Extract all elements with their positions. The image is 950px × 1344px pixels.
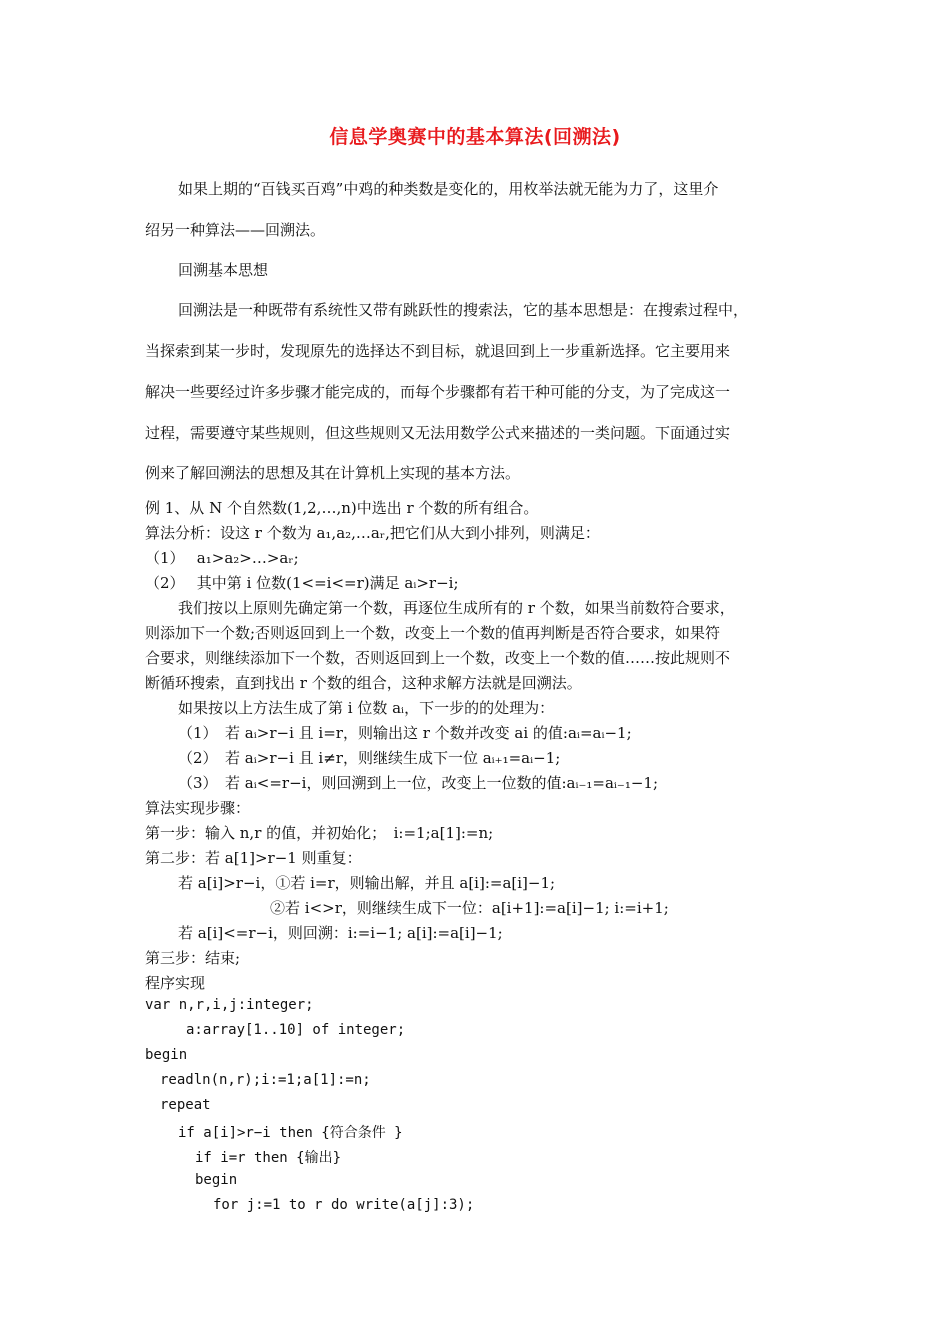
step-2: 第二步：若 a[1]>r−1 则重复：	[145, 849, 362, 867]
code-line-1: var n,r,i,j:integer;	[145, 997, 314, 1013]
code-line-2: a:array[1..10] of integer;	[186, 1022, 406, 1038]
example-statement: 例 1、从 N 个自然数(1,2,…,n)中选出 r 个数的所有组合。	[145, 499, 539, 517]
step-1: 第一步：输入 n,r 的值，并初始化； i:=1;a[1]:=n;	[145, 824, 494, 842]
principle-line-3: 合要求，则继续添加下一个数，否则返回到上一个数，改变上一个数的值……按此规则不	[145, 649, 731, 667]
basic-idea-line-1: 回溯法是一种既带有系统性又带有跳跃性的搜索法，它的基本思想是：在搜索过程中，	[178, 301, 749, 319]
step-2-branch-a: 若 a[i]>r−i，①若 i=r，则输出解，并且 a[i]:=a[i]−1;	[178, 874, 556, 892]
section-heading-basic-idea: 回溯基本思想	[178, 261, 269, 279]
steps-title: 算法实现步骤：	[145, 799, 251, 817]
basic-idea-line-4: 过程，需要遵守某些规则，但这些规则又无法用数学公式来描述的一类问题。下面通过实	[145, 424, 731, 442]
code-line-5: repeat	[160, 1097, 211, 1113]
basic-idea-line-5: 例来了解回溯法的思想及其在计算机上实现的基本方法。	[145, 464, 521, 482]
document-title: 信息学奥赛中的基本算法(回溯法)	[329, 126, 621, 148]
process-case-1: （1） 若 aᵢ>r−i 且 i=r，则输出这 r 个数并改变 ai 的值:aᵢ=aᵢ−1;	[178, 724, 632, 742]
condition-1: （1） a₁>a₂>…>aᵣ;	[145, 549, 299, 567]
code-line-4: readln(n,r);i:=1;a[1]:=n;	[160, 1072, 371, 1088]
program-title: 程序实现	[145, 974, 206, 992]
intro-line-1: 如果上期的“百钱买百鸡”中鸡的种类数是变化的，用枚举法就无能为力了，这里介	[178, 180, 719, 198]
step-3: 第三步：结束;	[145, 949, 241, 967]
process-case-3: （3） 若 aᵢ<=r−i，则回溯到上一位，改变上一位数的值:aᵢ₋₁=aᵢ₋₁−1;	[178, 774, 659, 792]
basic-idea-line-2: 当探索到某一步时，发现原先的选择达不到目标，就退回到上一步重新选择。它主要用来	[145, 342, 731, 360]
principle-line-1: 我们按以上原则先确定第一个数，再逐位生成所有的 r 个数，如果当前数符合要求，	[178, 599, 735, 617]
code-line-9: for j:=1 to r do write(a[j]:3);	[213, 1197, 475, 1213]
step-2-branch-b: ②若 i<>r，则继续生成下一位：a[i+1]:=a[i]−1; i:=i+1;	[270, 899, 669, 917]
code-line-8: begin	[195, 1172, 238, 1188]
code-line-7: if i=r then {输出}	[195, 1150, 342, 1166]
principle-line-4: 断循环搜索，直到找出 r 个数的组合，这种求解方法就是回溯法。	[145, 674, 582, 692]
code-line-6: if a[i]>r−i then {符合条件 }	[178, 1125, 403, 1141]
process-intro: 如果按以上方法生成了第 i 位数 aᵢ，下一步的的处理为：	[178, 699, 555, 717]
process-case-2: （2） 若 aᵢ>r−i 且 i≠r，则继续生成下一位 aᵢ₊₁=aᵢ−1;	[178, 749, 561, 767]
condition-2: （2） 其中第 i 位数(1<=i<=r)满足 aᵢ>r−i;	[145, 574, 459, 592]
step-2-branch-c: 若 a[i]<=r−i，则回溯：i:=i−1; a[i]:=a[i]−1;	[178, 924, 503, 942]
intro-line-2: 绍另一种算法——回溯法。	[145, 221, 326, 239]
code-line-3: begin	[145, 1047, 188, 1063]
basic-idea-line-3: 解决一些要经过许多步骤才能完成的，而每个步骤都有若干种可能的分支，为了完成这一	[145, 383, 731, 401]
algorithm-analysis: 算法分析：设这 r 个数为 a₁,a₂,…aᵣ,把它们从大到小排列，则满足：	[145, 524, 600, 542]
principle-line-2: 则添加下一个数;否则返回到上一个数，改变上一个数的值再判断是否符合要求，如果符	[145, 624, 721, 642]
